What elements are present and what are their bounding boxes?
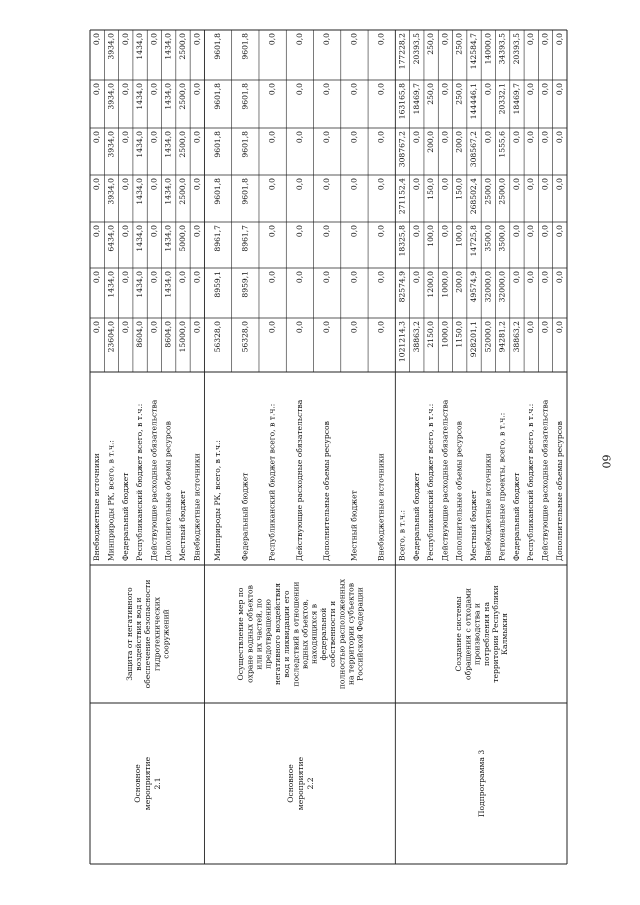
budget-value: 250,0: [426, 83, 436, 105]
budget-value: 8604,0: [135, 321, 145, 348]
budget-value: 308767,2: [397, 131, 407, 168]
budget-value: 200,0: [426, 131, 436, 153]
budget-value: 0,0: [349, 225, 359, 238]
budget-value: 3500,0: [497, 225, 507, 252]
budget-value: 0,0: [120, 131, 130, 144]
budget-value: 1434,0: [163, 271, 173, 298]
funding-source: Внебюджетные источники: [376, 453, 386, 561]
budget-value: 1021214,3: [397, 321, 407, 363]
funding-source: Действующие расходные обязательства: [540, 399, 550, 561]
budget-value: 0,0: [349, 271, 359, 284]
budget-value: 100,0: [454, 225, 464, 247]
budget-value: 0,0: [411, 178, 421, 191]
section-name: Создание системыобращения с отходамипроизводства ипотребления натерритории РеспубликиКалмыкия: [454, 585, 510, 683]
budget-value: 9601,8: [240, 83, 250, 110]
budget-value: 0,0: [411, 271, 421, 284]
funding-source: Всего, в т.ч.:: [397, 509, 407, 561]
budget-value: 150,0: [426, 178, 436, 200]
budget-value: 0,0: [554, 178, 564, 191]
budget-value: 0,0: [526, 33, 536, 46]
budget-value: 1434,0: [135, 178, 145, 205]
budget-value: 0,0: [376, 33, 386, 46]
budget-value: 38863,2: [411, 321, 421, 353]
budget-value: 0,0: [192, 33, 202, 46]
section-code: Основноемероприятие2.2: [285, 756, 315, 811]
budget-value: 0,0: [554, 321, 564, 334]
budget-value: 1200,0: [426, 271, 436, 298]
funding-source: Дополнительные объемы ресурсов: [454, 421, 464, 561]
budget-value: 0,0: [376, 178, 386, 191]
budget-value: 0,0: [92, 225, 102, 238]
budget-value: 1434,0: [135, 271, 145, 298]
budget-value: 0,0: [322, 83, 332, 96]
funding-source: Дополнительные объемы ресурсов: [322, 421, 332, 561]
funding-source: Местный бюджет: [177, 490, 187, 561]
budget-value: 52000,0: [483, 321, 493, 353]
budget-value: 49574,9: [469, 271, 479, 303]
budget-value: 0,0: [376, 321, 386, 334]
budget-value: 18325,8: [397, 225, 407, 257]
budget-value: 0,0: [526, 178, 536, 191]
budget-value: 0,0: [267, 225, 277, 238]
budget-value: 0,0: [294, 321, 304, 334]
funding-source: Действующие расходные обязательства: [294, 399, 304, 561]
budget-value: 3934,0: [106, 178, 116, 205]
budget-value: 0,0: [540, 321, 550, 334]
section-code: Подпрограмма 3: [477, 749, 487, 818]
budget-value: 0,0: [526, 83, 536, 96]
budget-value: 0,0: [554, 131, 564, 144]
budget-value: 2500,0: [177, 83, 187, 110]
budget-value: 15000,0: [177, 321, 187, 353]
budget-value: 0,0: [120, 178, 130, 191]
funding-source: Местный бюджет: [469, 490, 479, 561]
budget-value: 0,0: [376, 271, 386, 284]
budget-value: 0,0: [192, 321, 202, 334]
budget-value: 0,0: [149, 83, 159, 96]
budget-value: 2500,0: [177, 178, 187, 205]
budget-value: 32000,0: [497, 271, 507, 303]
budget-value: 0,0: [483, 83, 493, 96]
budget-value: 2500,0: [497, 178, 507, 205]
budget-value: 20393,5: [511, 33, 521, 65]
budget-value: 0,0: [440, 225, 450, 238]
budget-value: 0,0: [511, 271, 521, 284]
funding-source: Действующие расходные обязательства: [440, 399, 450, 561]
budget-value: 8961,7: [240, 225, 250, 252]
budget-value: 0,0: [554, 33, 564, 46]
budget-value: 9601,8: [213, 33, 223, 60]
budget-value: 0,0: [149, 271, 159, 284]
funding-source: Федеральный бюджет: [411, 472, 421, 561]
budget-value: 1434,0: [135, 33, 145, 60]
budget-value: 0,0: [322, 33, 332, 46]
budget-value: 9601,8: [240, 33, 250, 60]
budget-value: 0,0: [540, 225, 550, 238]
budget-value: 0,0: [411, 131, 421, 144]
funding-source: Внебюджетные источники: [192, 453, 202, 561]
funding-source: Федеральный бюджет: [120, 472, 130, 561]
budget-value: 163165,8: [397, 83, 407, 120]
budget-value: 0,0: [120, 83, 130, 96]
budget-value: 20332,1: [497, 83, 507, 115]
budget-value: 1434,0: [135, 225, 145, 252]
budget-value: 2500,0: [483, 178, 493, 205]
budget-value: 0,0: [92, 33, 102, 46]
budget-value: 0,0: [540, 271, 550, 284]
budget-value: 177228,2: [397, 33, 407, 70]
budget-value: 56328,0: [213, 321, 223, 353]
budget-value: 0,0: [92, 131, 102, 144]
budget-value: 1434,0: [163, 83, 173, 110]
section-name: Осуществление мер поохране водных объектовили их частей, попредотвращениюнегативного воздействиявод и ликвидации егопоследствий в отношенииводных объектов,находящихся вфедеральнойсобственности иполностью расположенныхна территории субъектовРоссийской Федерации: [236, 578, 365, 690]
budget-value: 0,0: [540, 131, 550, 144]
budget-value: 0,0: [92, 178, 102, 191]
budget-value: 268502,4: [469, 178, 479, 215]
budget-value: 0,0: [120, 321, 130, 334]
budget-value: 1434,0: [163, 33, 173, 60]
budget-value: 0,0: [349, 178, 359, 191]
budget-value: 32000,0: [483, 271, 493, 303]
budget-value: 250,0: [426, 33, 436, 55]
budget-value: 0,0: [92, 83, 102, 96]
budget-value: 0,0: [526, 321, 536, 334]
budget-value: 0,0: [349, 321, 359, 334]
budget-value: 0,0: [440, 178, 450, 191]
budget-value: 1000,0: [440, 271, 450, 298]
budget-value: 0,0: [483, 131, 493, 144]
budget-value: 3934,0: [106, 33, 116, 60]
budget-value: 0,0: [322, 321, 332, 334]
funding-source: Республиканский бюджет всего, в т.ч.:: [267, 403, 277, 561]
budget-value: 144446,1: [469, 83, 479, 120]
budget-value: 0,0: [376, 225, 386, 238]
budget-value: 1555,6: [497, 131, 507, 158]
budget-value: 0,0: [267, 131, 277, 144]
funding-source: Республиканский бюджет всего, в т.ч.:: [526, 403, 536, 561]
budget-value: 34393,5: [497, 33, 507, 65]
budget-value: 2150,0: [426, 321, 436, 348]
budget-value: 0,0: [120, 271, 130, 284]
budget-value: 0,0: [526, 225, 536, 238]
funding-source: Местный бюджет: [349, 490, 359, 561]
budget-value: 100,0: [426, 225, 436, 247]
budget-value: 0,0: [192, 131, 202, 144]
budget-value: 0,0: [526, 271, 536, 284]
section-code: Основноемероприятие2.1: [133, 756, 163, 811]
budget-value: 928201,1: [469, 321, 479, 358]
budget-value: 142584,7: [469, 33, 479, 70]
budget-value: 0,0: [511, 178, 521, 191]
budget-value: 0,0: [511, 131, 521, 144]
funding-source: Внебюджетные источники: [483, 453, 493, 561]
budget-value: 2500,0: [177, 131, 187, 158]
budget-value: 0,0: [267, 321, 277, 334]
budget-value: 0,0: [440, 83, 450, 96]
budget-value: 0,0: [192, 83, 202, 96]
budget-value: 0,0: [349, 33, 359, 46]
budget-value: 3934,0: [106, 131, 116, 158]
budget-value: 0,0: [149, 131, 159, 144]
budget-value: 0,0: [294, 225, 304, 238]
budget-value: 0,0: [554, 83, 564, 96]
budget-value: 0,0: [376, 131, 386, 144]
budget-value: 1000,0: [440, 321, 450, 348]
budget-value: 0,0: [149, 33, 159, 46]
budget-value: 0,0: [440, 131, 450, 144]
budget-value: 0,0: [540, 33, 550, 46]
budget-value: 0,0: [440, 33, 450, 46]
section-name: Защита от негативноговоздействия вод иобеспечение безопасностигидротехническихсооружений: [124, 579, 171, 689]
budget-value: 0,0: [294, 271, 304, 284]
budget-value: 200,0: [454, 131, 464, 153]
budget-value: 0,0: [92, 271, 102, 284]
budget-value: 0,0: [349, 131, 359, 144]
budget-value: 0,0: [267, 271, 277, 284]
budget-value: 0,0: [294, 33, 304, 46]
budget-value: 0,0: [120, 33, 130, 46]
budget-value: 0,0: [192, 225, 202, 238]
budget-value: 1150,0: [454, 321, 464, 348]
budget-value: 9601,8: [213, 131, 223, 158]
budget-value: 250,0: [454, 83, 464, 105]
funding-source: Республиканский бюджет всего, в т.ч.:: [135, 403, 145, 561]
budget-value: 38863,2: [511, 321, 521, 353]
budget-value: 0,0: [177, 271, 187, 284]
budget-value: 0,0: [294, 178, 304, 191]
budget-value: 0,0: [511, 225, 521, 238]
budget-value: 14725,8: [469, 225, 479, 257]
budget-value: 3500,0: [483, 225, 493, 252]
budget-value: 308567,2: [469, 131, 479, 168]
budget-value: 9601,8: [240, 178, 250, 205]
budget-value: 1434,0: [163, 225, 173, 252]
budget-value: 0,0: [92, 321, 102, 334]
page-number: 60: [599, 454, 613, 469]
budget-value: 0,0: [267, 33, 277, 46]
budget-value: 1434,0: [163, 178, 173, 205]
budget-value: 3934,0: [106, 83, 116, 110]
budget-value: 20393,5: [411, 33, 421, 65]
budget-value: 0,0: [149, 321, 159, 334]
budget-value: 56328,0: [240, 321, 250, 353]
budget-value: 1434,0: [135, 83, 145, 110]
budget-value: 6434,0: [106, 225, 116, 252]
funding-source: Действующие расходные обязательства: [149, 399, 159, 561]
budget-value: 0,0: [149, 178, 159, 191]
budget-value: 0,0: [540, 178, 550, 191]
budget-value: 9601,8: [213, 178, 223, 205]
budget-value: 1434,0: [106, 271, 116, 298]
budget-value: 250,0: [454, 33, 464, 55]
budget-value: 9601,8: [213, 83, 223, 110]
budget-value: 0,0: [149, 225, 159, 238]
budget-value: 8961,7: [213, 225, 223, 252]
budget-value: 0,0: [294, 131, 304, 144]
budget-value: 0,0: [192, 178, 202, 191]
funding-source: Региональные проекты, всего, в т.ч.:: [497, 412, 507, 561]
funding-source: Республиканский бюджет всего, в т.ч.:: [426, 403, 436, 561]
budget-value: 9601,8: [240, 131, 250, 158]
funding-source: Федеральный бюджет: [511, 472, 521, 561]
budget-value: 2500,0: [177, 33, 187, 60]
budget-value: 1434,0: [163, 131, 173, 158]
budget-value: 18469,7: [411, 83, 421, 115]
budget-value: 23604,0: [106, 321, 116, 353]
funding-source: Дополнительные объемы ресурсов: [163, 421, 173, 561]
budget-value: 0,0: [526, 131, 536, 144]
budget-value: 0,0: [192, 271, 202, 284]
funding-source: Минприроды РК, всего, в т.ч.:: [106, 440, 116, 561]
budget-value: 0,0: [376, 83, 386, 96]
budget-value: 0,0: [294, 83, 304, 96]
funding-source: Минприроды РК, всего, в т.ч.:: [213, 440, 223, 561]
budget-value: 271152,4: [397, 178, 407, 215]
budget-value: 8959,1: [213, 271, 223, 298]
budget-value: 0,0: [322, 225, 332, 238]
budget-value: 8604,0: [163, 321, 173, 348]
funding-source: Внебюджетные источники: [92, 453, 102, 561]
budget-value: 200,0: [454, 271, 464, 293]
budget-value: 0,0: [540, 83, 550, 96]
budget-value: 8959,1: [240, 271, 250, 298]
budget-value: 0,0: [554, 225, 564, 238]
funding-source: Федеральный бюджет: [240, 472, 250, 561]
budget-value: 0,0: [322, 131, 332, 144]
budget-value: 18469,7: [511, 83, 521, 115]
budget-value: 0,0: [411, 225, 421, 238]
budget-value: 14000,0: [483, 33, 493, 65]
budget-value: 0,0: [322, 271, 332, 284]
budget-value: 82574,9: [397, 271, 407, 303]
budget-value: 94281,2: [497, 321, 507, 353]
budget-value: 5000,0: [177, 225, 187, 252]
budget-value: 0,0: [349, 83, 359, 96]
budget-value: 0,0: [267, 178, 277, 191]
budget-value: 1434,0: [135, 131, 145, 158]
funding-source: Дополнительные объемы ресурсов: [554, 421, 564, 561]
budget-value: 0,0: [322, 178, 332, 191]
budget-value: 0,0: [554, 271, 564, 284]
budget-value: 0,0: [267, 83, 277, 96]
budget-value: 150,0: [454, 178, 464, 200]
budget-value: 0,0: [120, 225, 130, 238]
